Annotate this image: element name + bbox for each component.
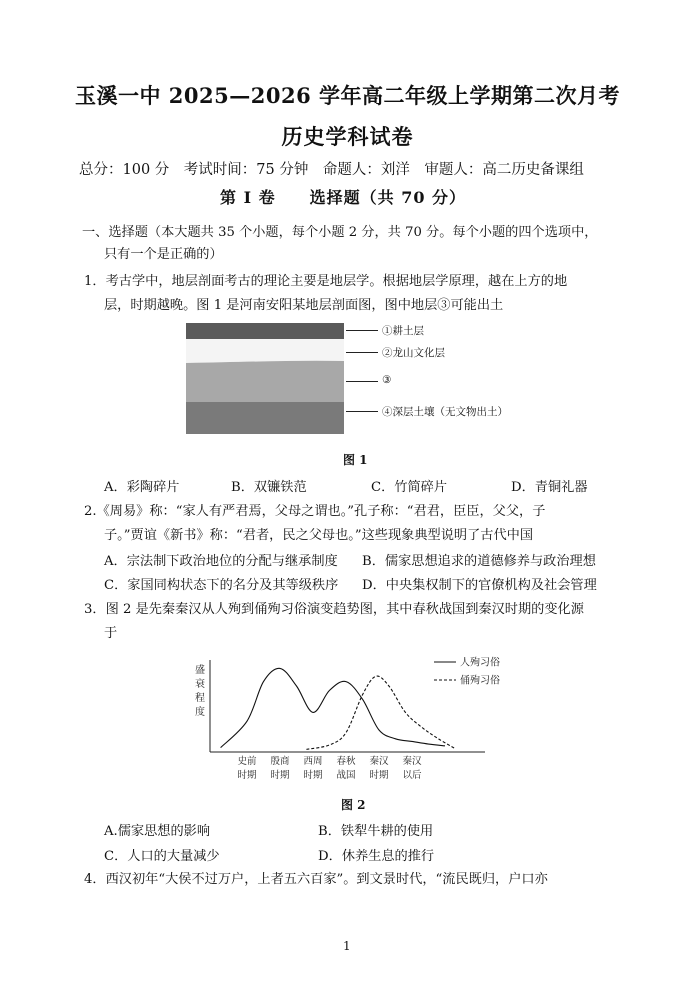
subject-title: 历史学科试卷 bbox=[281, 124, 414, 149]
layer-4-band bbox=[186, 402, 344, 434]
q3-option-a[interactable]: A.儒家思想的影响 bbox=[104, 824, 211, 839]
y-axis-label bbox=[195, 663, 205, 718]
leader-line-1 bbox=[346, 330, 378, 331]
x-tick-label: 时期 bbox=[270, 770, 290, 781]
q1-stem-line-2: 层，时期越晚。图 1 是河南安阳某地层剖面图，图中地层③可能出土 bbox=[104, 298, 504, 313]
layer-1-band bbox=[186, 323, 344, 339]
q1-option-a[interactable]: A．彩陶碎片 bbox=[104, 480, 180, 495]
leader-line-3 bbox=[346, 381, 378, 382]
y-label-char: 衰 bbox=[195, 679, 205, 690]
q1-option-b[interactable]: B．双镰铁范 bbox=[231, 480, 307, 495]
y-label-char: 盛 bbox=[195, 665, 205, 676]
q2-stem-line-2: 子。”贾谊《新书》称：“君者，民之父母也。”这些现象典型说明了古代中国 bbox=[104, 528, 534, 543]
layer-3-band bbox=[186, 361, 344, 402]
q2-option-c[interactable]: C．家国同构状态下的名分及其等级秩序 bbox=[104, 578, 339, 593]
exam-title: 玉溪一中 2025—2026 学年高二年级上学期第二次月考 bbox=[74, 83, 620, 108]
legend-label-1: 人殉习俗 bbox=[460, 657, 500, 669]
layer-label-2: ②龙山文化层 bbox=[382, 347, 445, 359]
x-tick-label: 殷商 bbox=[270, 756, 290, 767]
q2-option-d[interactable]: D．中央集权制下的官僚机构及社会管理 bbox=[362, 578, 597, 593]
q2-stem-line-1: 2.《周易》称：“家人有严君焉，父母之谓也。”孔子称：“君君，臣臣，父父，子 bbox=[84, 504, 546, 519]
leader-line-2 bbox=[346, 352, 378, 353]
y-label-char: 度 bbox=[195, 707, 205, 718]
q3-stem-line-2: 于 bbox=[104, 626, 118, 641]
custom-trend-chart bbox=[190, 650, 500, 790]
x-tick-label: 时期 bbox=[369, 770, 389, 781]
x-tick-label: 西周 bbox=[303, 756, 323, 767]
x-tick-label: 时期 bbox=[237, 770, 257, 781]
exam-info: 总分：100 分 考试时间：75 分钟 命题人：刘洋 审题人：高二历史备课组 bbox=[79, 162, 584, 178]
q2-option-a[interactable]: A．宗法制下政治地位的分配与继承制度 bbox=[104, 554, 338, 569]
page-number: 1 bbox=[343, 939, 351, 953]
figure-1-caption: 图 1 bbox=[343, 453, 368, 467]
layer-label-1: ①耕土层 bbox=[382, 325, 424, 337]
x-tick-label: 春秋 bbox=[336, 756, 356, 767]
legend-label-2: 俑殉习俗 bbox=[460, 675, 500, 687]
q2-option-b[interactable]: B．儒家思想追求的道德修养与政治理想 bbox=[362, 554, 596, 569]
x-tick-label: 秦汉 bbox=[369, 756, 389, 767]
q3-option-c[interactable]: C．人口的大量减少 bbox=[104, 849, 220, 864]
x-tick-label: 秦汉 bbox=[402, 756, 422, 767]
part-heading: 第 I 卷 选择题（共 70 分） bbox=[220, 188, 467, 207]
x-tick-label: 以后 bbox=[402, 770, 422, 781]
x-tick-label: 史前 bbox=[237, 756, 257, 767]
instructions-line-1: 一、选择题（本大题共 35 个小题，每个小题 2 分，共 70 分。每个小题的四个选项中， bbox=[82, 225, 598, 240]
layer-label-3: ③ bbox=[382, 374, 392, 386]
layer-2-band bbox=[186, 339, 344, 363]
y-label-char: 程 bbox=[195, 693, 205, 704]
q1-option-c[interactable]: C．竹简碎片 bbox=[371, 480, 448, 495]
series-line-1 bbox=[221, 668, 445, 747]
q1-option-d[interactable]: D．青铜礼器 bbox=[511, 480, 588, 495]
x-tick-label: 时期 bbox=[303, 770, 323, 781]
layer-label-4: ④深层土壤（无文物出土） bbox=[382, 406, 508, 418]
leader-line-4 bbox=[346, 411, 378, 412]
q3-option-d[interactable]: D．休养生息的推行 bbox=[318, 849, 435, 864]
stratigraphy-diagram bbox=[186, 323, 346, 435]
q4-stem-line-1: 4．西汉初年“大侯不过万户，上者五六百家”。到文景时代，“流民既归，户口亦 bbox=[84, 872, 548, 887]
stratigraphy-figure bbox=[186, 323, 346, 435]
series-line-2 bbox=[306, 676, 455, 749]
x-tick-label: 战国 bbox=[336, 770, 356, 781]
q1-stem-line-1: 1．考古学中，地层剖面考古的理论主要是地层学。根据地层学原理，越在上方的地 bbox=[84, 274, 568, 289]
q3-option-b[interactable]: B．铁犁牛耕的使用 bbox=[318, 824, 434, 839]
q3-stem-line-1: 3．图 2 是先秦秦汉从人殉到俑殉习俗演变趋势图，其中春秋战国到秦汉时期的变化源 bbox=[84, 602, 584, 617]
instructions-line-2: 只有一个是正确的） bbox=[104, 247, 223, 262]
figure-2-caption: 图 2 bbox=[341, 798, 366, 812]
